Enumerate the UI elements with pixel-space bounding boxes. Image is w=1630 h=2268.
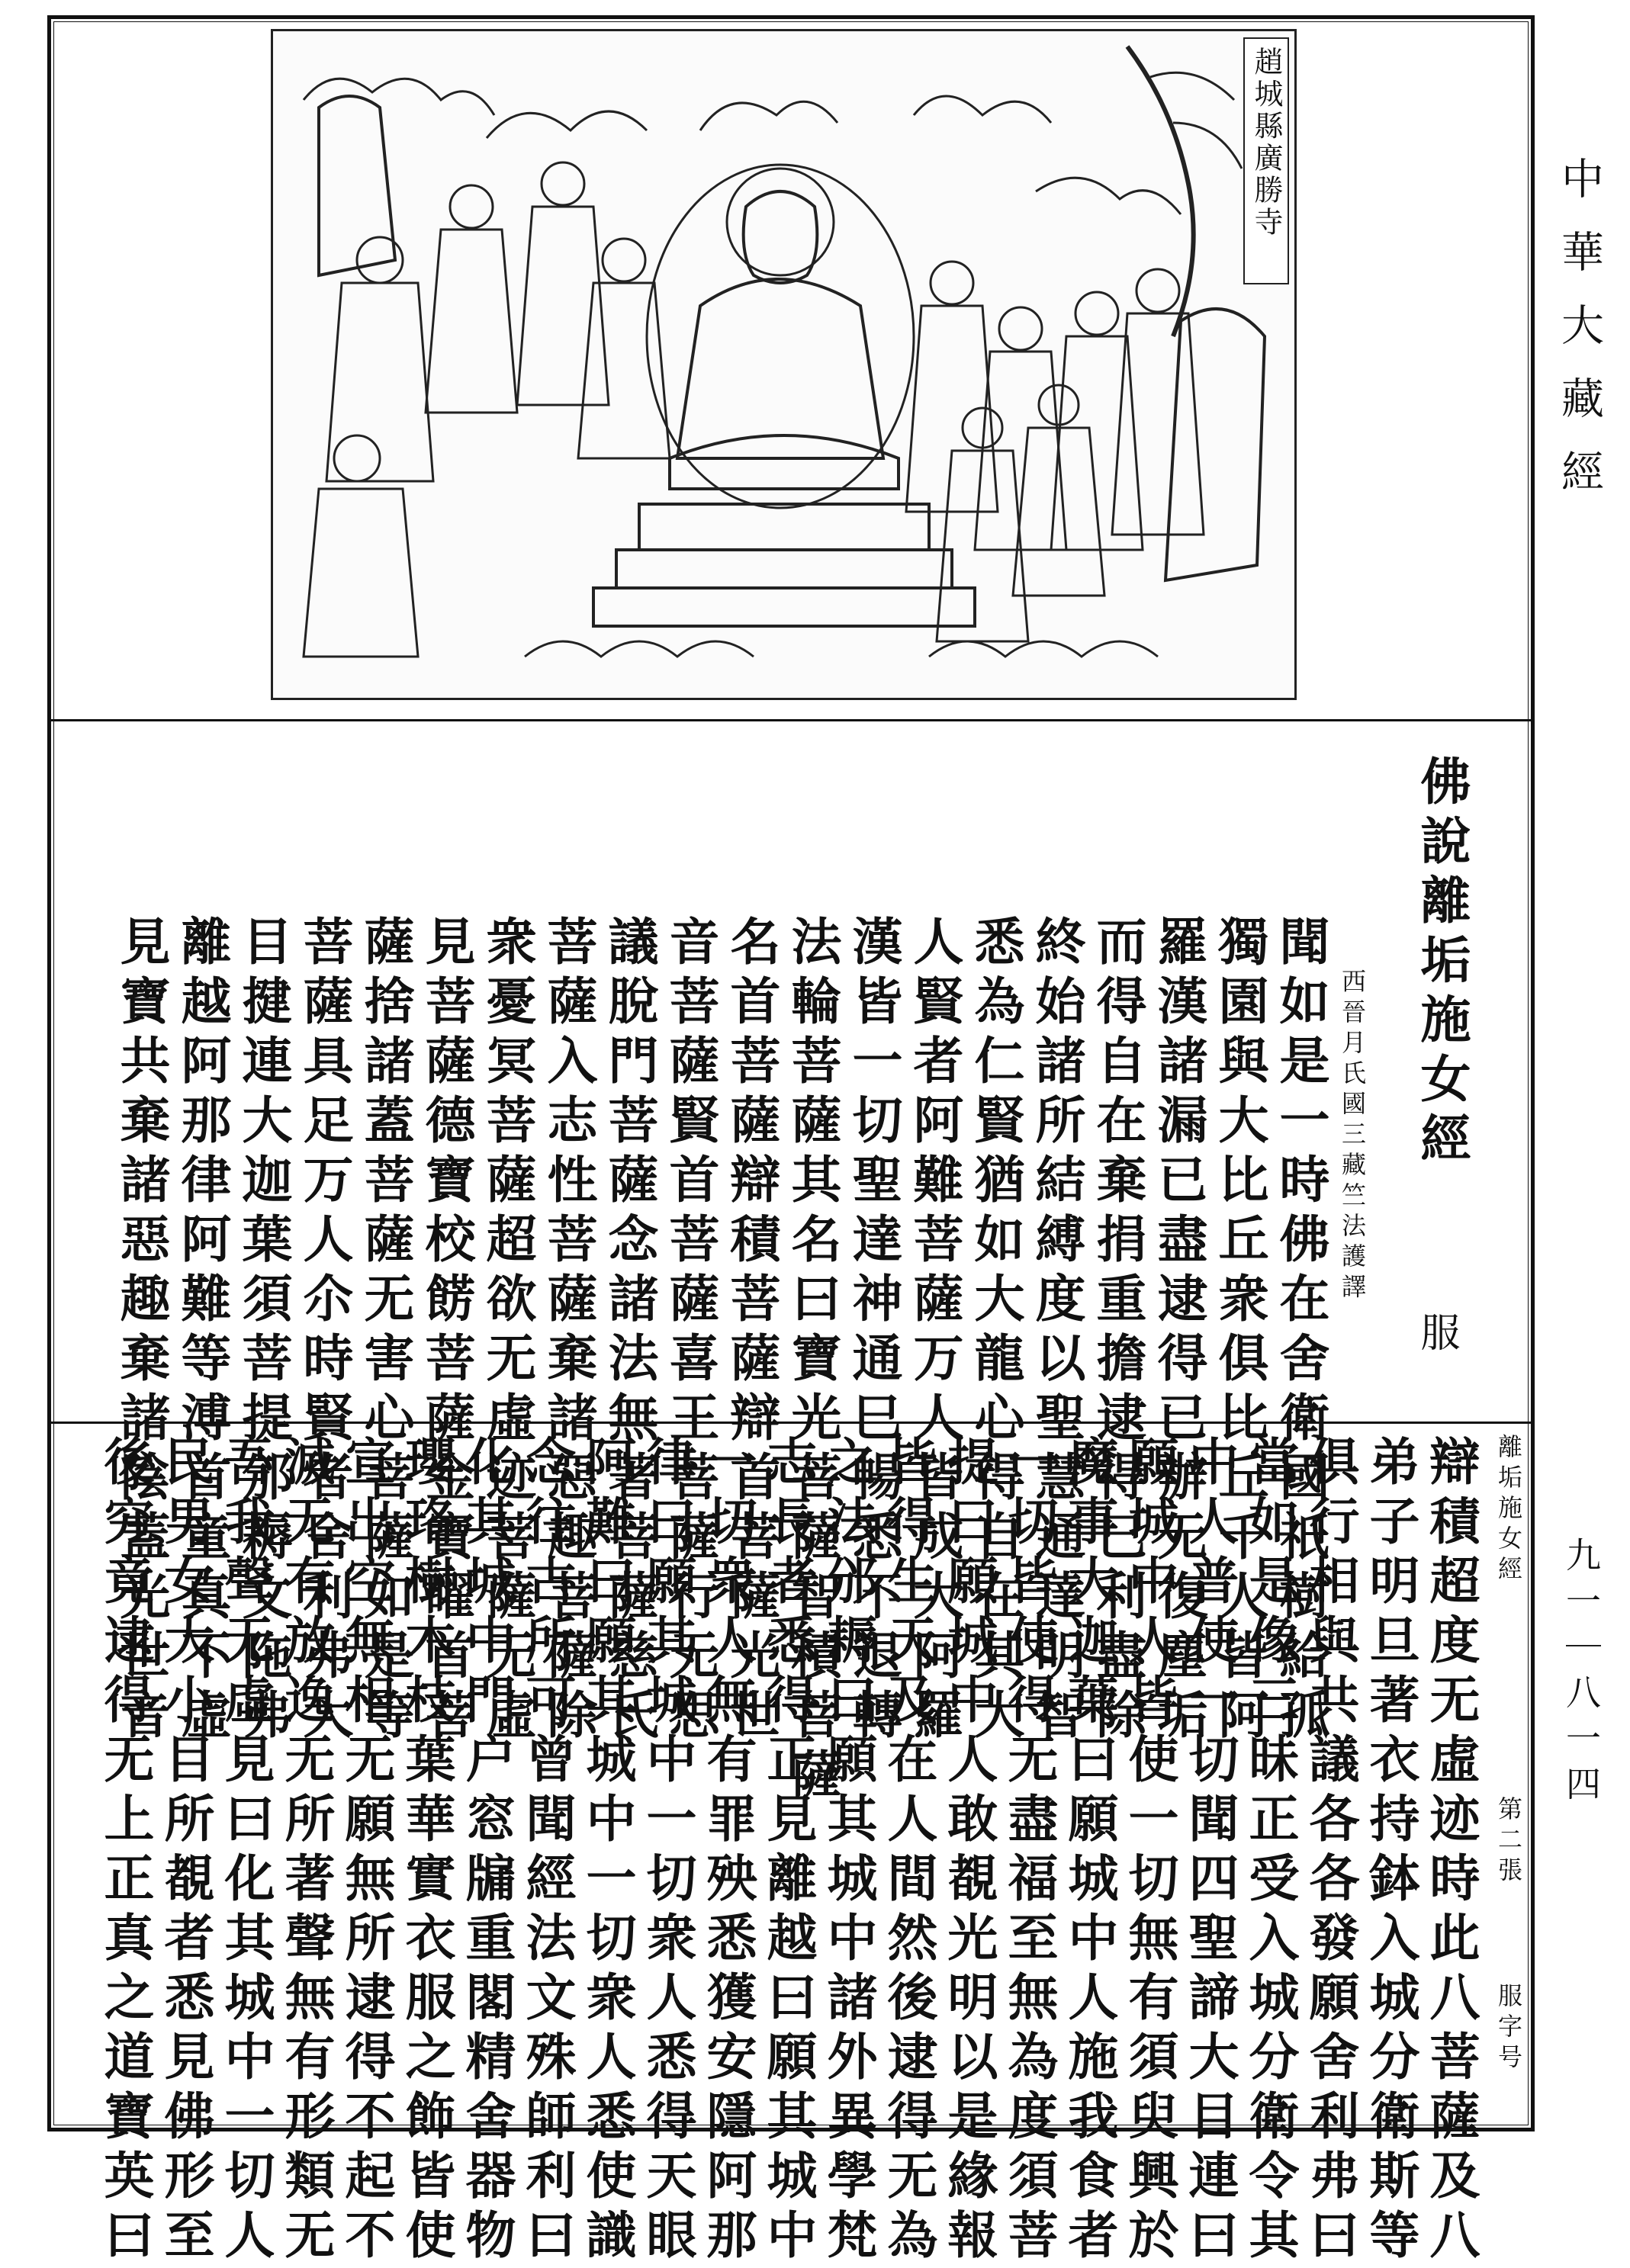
section2-column-23: 後究竟逮得无上正真之道寶英曰	[95, 1435, 155, 2268]
section2-column-20: 滅无有放逸无所著聲無有形類无	[276, 1435, 336, 2268]
section2-column-5: 中人普使一切聞四聖諦大目連曰	[1180, 1435, 1239, 2268]
section1-column-2: 獨園與大比丘衆俱比丘千人皆阿	[1210, 915, 1269, 1748]
section2-column-6: 願城中人皆使一切無有須臾興於	[1120, 1435, 1179, 2268]
section2-column-8: 一切皆使得无盡福至無為度須菩	[999, 1435, 1059, 2268]
section2-column-7: 魔事大迦葉曰願城中人施我食者	[1059, 1435, 1119, 2268]
section1-column-9: 法輪菩薩其名曰寶光菩薩智積菩薩	[783, 915, 842, 1807]
section1-column-20: 見寶共棄諸惡趣棄諸陰蓋光世音	[111, 915, 171, 1748]
section1-column-18: 目揵連大迦葉須菩提邠耨文陁弗	[233, 915, 293, 1748]
margin-sutra-title: 離垢施女經	[1494, 1434, 1523, 1586]
section2-column-1: 辯積超度无虛迹時此八菩薩及八	[1421, 1435, 1481, 2268]
section2-column-2: 弟子明旦著衣持鉢入城分衛斯等	[1361, 1435, 1420, 2268]
section2-column-13: 一切衆人無有罪殃悉獲安隱阿那	[698, 1435, 757, 2268]
temple-label: 趙城縣廣勝寺	[1243, 37, 1289, 284]
section2-column-10: 皆得生天及在人間然後逮得无為	[879, 1435, 938, 2268]
margin-sheet-number: 第二張	[1494, 1796, 1523, 1887]
section1-column-17: 菩薩具足万人尒時賢者舍利弗大	[294, 915, 354, 1748]
section1-column-7: 人賢者阿難菩薩万人皆成大阿羅	[905, 915, 964, 1748]
section1-column-19: 離越阿那律阿難等溥首童真不虛	[172, 915, 232, 1748]
section2-column-22: 民男女大小目所覩者悉見佛形至	[156, 1435, 215, 2268]
section1-column-4: 而得自在棄捐重擔逮得巳利盡除	[1088, 915, 1147, 1748]
section1-column-16: 薩捨諸蓋菩薩无害心菩薩如是等	[355, 915, 415, 1748]
frontispiece-illustration	[271, 29, 1297, 700]
section2-column-21: 吾我聲无虛見曰化其城中一切人	[216, 1435, 275, 2268]
section1-column-14: 衆憂冥菩薩超欲无虛迹菩薩无虛	[477, 915, 537, 1748]
page-number: 九一｜八一四	[1561, 1537, 1602, 1811]
section-divider-top	[51, 719, 1531, 721]
section2-column-15: 阿難曰願其城中一切衆人悉使識	[577, 1435, 637, 2268]
section2-column-4: 當如是像三昧正受入城分衛令其	[1240, 1435, 1300, 2268]
section1-column-13: 菩薩入志性菩薩棄諸惡趣菩薩除	[539, 915, 598, 1748]
section2-column-12: 志長者悉得正見離越曰願其城中	[758, 1435, 818, 2268]
section2-column-9: 提曰願城中人敢覩光明以是緣報	[939, 1435, 998, 2268]
section1-column-12: 議脫門菩薩念諸法無著菩薩慈氏	[600, 915, 659, 1748]
buddha-assembly-drawing	[273, 31, 1297, 700]
section2-column-14: 律曰願其城中一切衆人悉得天眼	[638, 1435, 697, 2268]
section1-column-10: 名首菩薩辯積菩薩辯首菩薩光世	[722, 915, 781, 1748]
sutra-title: 佛說離垢施女經	[1412, 755, 1471, 1171]
section1-column-6: 悉為仁賢猶如大龍心得自在其大	[966, 915, 1025, 1748]
section1-column-11: 音菩薩賢首菩薩喜王菩薩行无思	[661, 915, 720, 1748]
seal-char: 服	[1413, 1312, 1459, 1368]
section1-column-1: 聞如是一時佛在舍衛國祇樹給孤	[1271, 915, 1330, 1748]
section2-column-18: 瓔珞樹木枝葉華實衣服之飾皆使	[397, 1435, 456, 2268]
section1-column-8: 漢皆一切聖達神通巳暢悉不退轉	[844, 915, 903, 1748]
section1-column-5: 終始諸所結縛度以聖慧通達明智	[1027, 915, 1086, 1748]
section2-column-3: 俱行相與共議各各發願舍利弗曰	[1300, 1435, 1360, 2268]
section2-column-16: 念往古所可曾聞經法文殊師利曰	[517, 1435, 577, 2268]
section1-column-3: 羅漢諸漏已盡逮得已辦无復塵垢	[1149, 915, 1208, 1748]
collection-title: 中華大藏經	[1554, 156, 1604, 522]
margin-mark: 服字号	[1494, 1983, 1523, 2074]
translator-line: 西晉月氏國三藏竺法護譯	[1338, 969, 1367, 1304]
section2-column-11: 之法邠耨曰願其城中諸外異學梵	[818, 1435, 878, 2268]
section1-column-15: 見菩薩德寶校餝菩薩金寶曜首菩	[416, 915, 476, 1748]
section2-column-19: 宣出空無相无願無所逮得不起不	[336, 1435, 396, 2268]
section2-column-17: 化其城中門户窓牖重閣精舍器物	[457, 1435, 516, 2268]
